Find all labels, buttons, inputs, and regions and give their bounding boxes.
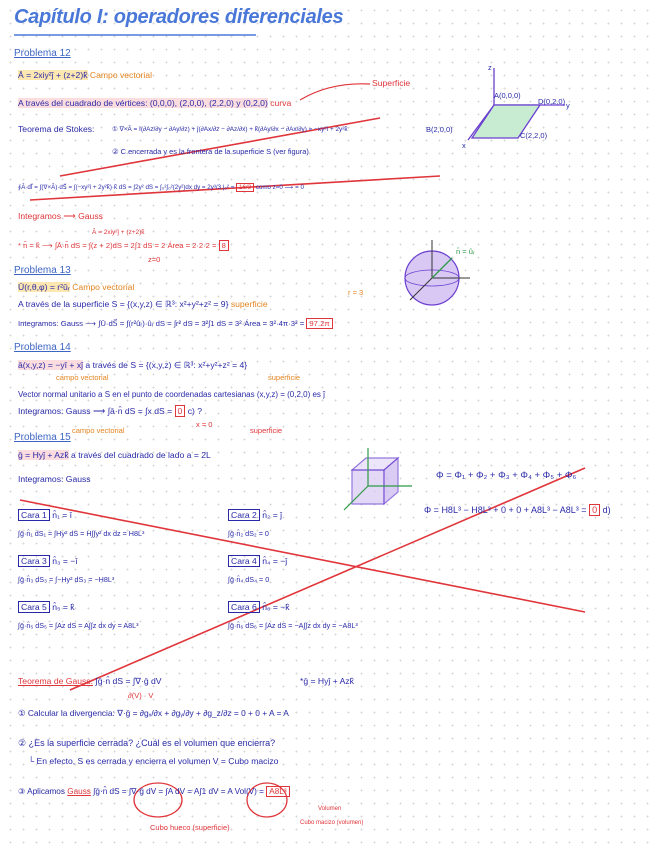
face-2-name: Cara 2	[228, 509, 260, 521]
step-1: ① Calcular la divergencia: ∇·ḡ = ∂gₓ/∂x + ∂gᵧ/∂y + ∂g_z/∂z = 0 + 0 + A = A	[18, 708, 289, 718]
step-3-result: A8L³	[266, 786, 289, 797]
fig-point-d: D(0,2,0)	[538, 97, 566, 106]
note-solid: Cubo macizo (volumen)	[300, 820, 364, 826]
fig-point-a: A(0,0,0)	[494, 91, 521, 100]
face-6-normal: n̂₆ = −k̂	[262, 602, 290, 612]
gauss-theorem-label: Teorema de Gauss:	[18, 676, 93, 686]
p12-calc-row	[18, 182, 304, 193]
p15-note-field: campo vectorial	[72, 426, 125, 435]
p12-field: Ā = 2xiy²ĵ + (z+2)k̂	[18, 70, 88, 80]
face-4-normal: n̂₄ = −ĵ	[262, 556, 288, 566]
p12-statement: A través del cuadrado de vértices: (0,0,0), (2,0,0), (2,2,0) y (0,2,0)	[18, 98, 268, 108]
p14-sub: x = 0	[196, 420, 213, 429]
fig-point-c: C(2,2,0)	[520, 131, 548, 140]
p14-integrate: Integramos: Gauss ⟶ ∫ā·n̂ dS = ∫x dS =	[18, 406, 173, 416]
p15-flux-row	[424, 505, 611, 516]
p14-result: 0	[175, 405, 186, 417]
p14-statement: a través de S = {(x,y,z) ∈ ℝ³: x²+y²+z² = 4}	[85, 360, 248, 370]
p12-gauss-row	[18, 240, 229, 251]
p12-statement-tail: curva	[270, 98, 292, 108]
p14-field-row	[18, 360, 247, 371]
step-3: ∫ḡ·n̂ dS = ∫∇·ḡ dV = ∫A dV = A∫1 dV = A Vol(V) =	[93, 787, 264, 796]
face-1-calc: ∫ḡ·n̂₁ dS₁ = ∫Hy² dS = H∫∫y² dx dz = H8L³	[18, 529, 145, 538]
face-6-calc: ∫ḡ·n̂₆ dS₆ = ∫Az dS = −A∫∫z dx dy = −A8L³	[228, 621, 358, 630]
gauss-theorem: ∫ḡ·n̂ dS = ∫∇·ḡ dV	[95, 676, 162, 686]
faces-strike-line-2	[70, 468, 585, 690]
p14-note-surface: superficie	[268, 373, 301, 382]
p13-r-note: r = 3	[348, 288, 364, 297]
gauss-theorem-sub: ∂(V) · V	[128, 691, 154, 700]
face-6	[228, 602, 290, 613]
p12-field-row	[18, 70, 152, 81]
problem-13-label: Problema 13	[14, 265, 71, 276]
p13-statement-row	[18, 299, 268, 310]
p14-field: ā(x,y,z) = −yî + xĵ	[18, 360, 84, 370]
problem-14-label: Problema 14	[14, 342, 71, 353]
p12-calc: ∮Ā·dl⃗ = ∫(∇×Ā)·dS⃗ = ∫(−xy²î + 2y²k̂)·k̂ dS = ∫2y² dS = ∫₀²∫₀²(2y²)dx dy = 2y³/3 |₀² =	[18, 184, 235, 191]
face-5	[18, 602, 75, 613]
face-4	[228, 556, 287, 567]
p13-statement-tail: superficie	[230, 299, 268, 309]
p12-result: 16/3	[236, 183, 254, 192]
p12-statement-row	[18, 98, 291, 109]
problem-15-label: Problema 15	[14, 432, 71, 443]
p12-gauss-sub: z=0	[148, 255, 161, 264]
face-4-calc: ∫ḡ·n̂₄ dS₄ = 0	[228, 575, 270, 584]
p15-flux-val: Φ = H8L³ − H8L³ + 0 + 0 + A8L³ − A8L³ =	[424, 505, 587, 515]
p13-statement: A través de la superficie S = {(x,y,z) ∈ ℝ³: x²+y²+z² = 9}	[18, 299, 229, 309]
face-5-normal: n̂₅ = k̂	[52, 602, 75, 612]
p12-calc-tail: como z=0 ⟶ = 0	[255, 184, 304, 191]
p15-field-tail: a través del cuadrado de lado a = 2L	[71, 450, 211, 460]
p12-gauss: Integramos ⟶ Gauss	[18, 211, 103, 221]
p14-tail: c) ?	[187, 406, 203, 416]
p13-field: Ū(r,θ,φ) = r²ûᵣ	[18, 282, 70, 292]
note-hollow: Cubo hueco (superficie)	[150, 823, 230, 832]
p12-gauss-result: 8	[219, 240, 229, 251]
face-3-calc: ∫ḡ·n̂₃ dS₃ = ∫−Hy² dS₃ = −H8L³	[18, 575, 115, 584]
face-3-normal: n̂₃ = −î	[52, 556, 78, 566]
face-1-name: Cara 1	[18, 509, 50, 521]
face-5-name: Cara 5	[18, 601, 50, 613]
face-1-normal: n̂₁ = î	[52, 510, 73, 520]
step-3-gauss: Gauss	[67, 787, 91, 796]
p15-note-surface: superficie	[250, 426, 283, 435]
p15-field: ḡ = Hyĵ + Azk̂	[18, 450, 69, 460]
fig-axis-x: x	[462, 141, 466, 150]
page-title: Capítulo I: operadores diferenciales	[14, 6, 344, 28]
p15-field-row	[18, 450, 211, 461]
g-again: *ḡ = Hyĵ + Azk̂	[300, 676, 354, 686]
face-4-name: Cara 4	[228, 555, 260, 567]
surface-arrow	[300, 84, 370, 100]
p12-stokes-label: Teorema de Stokes:	[18, 124, 95, 134]
face-6-name: Cara 6	[228, 601, 260, 613]
fig-axis-y: y	[566, 101, 570, 110]
p12-gauss-eq: * n̂ = k̂ ⟶ ∫Ā·n̂ dS = ∫(z + 2)dS = 2∫1 dS = 2 Área = 2·2·2 =	[18, 241, 217, 250]
p15-gauss: Integramos: Gauss	[18, 474, 91, 484]
p12-stokes-1: ① ∇×Ā = î(∂Az/∂y − ∂Ay/∂z) + ĵ(∂Ax/∂z − ∂Az/∂x) + k̂(∂Ay/∂x − ∂Ax/∂y) = −xy²î + 2y²k̂	[112, 126, 348, 133]
face-2-normal: n̂₂ = ĵ	[262, 510, 283, 520]
faces-strike-line-1	[20, 500, 585, 612]
face-3	[18, 556, 78, 567]
p14-integrate-row	[18, 406, 202, 417]
face-2-calc: ∫ḡ·n̂₂ dS₂ = 0	[228, 529, 269, 538]
face-1	[18, 510, 72, 521]
step-3-row	[18, 786, 290, 797]
face-5-calc: ∫ḡ·n̂₅ dS₅ = ∫Az dS = A∫∫z dx dy = A8L³	[18, 621, 139, 630]
face-2	[228, 510, 282, 521]
gauss-theorem-row	[18, 676, 162, 687]
p12-surface-note: Superficie	[372, 78, 411, 88]
fig-axis-z: z	[488, 63, 492, 72]
p13-result: 97.2π	[306, 318, 332, 329]
p14-note-field: campo vectorial	[56, 373, 109, 382]
cube-figure	[344, 448, 412, 510]
p13-fig-label: n̂ = ûᵣ	[456, 247, 475, 256]
p13-integrate-row	[18, 318, 333, 329]
p13-integrate: Integramos: Gauss ⟶ ∫Ū·dS⃗ = ∫(r²ûᵣ)·ûᵣ dS = ∫r² dS = 3²∫1 dS = 3²·Área = 3²·4π·3² =	[18, 319, 305, 328]
p14-normal: Vector normal unitario a S en el punto de coordenadas cartesianas (x,y,z) = (0,2,0) es ĵ	[18, 390, 325, 399]
p15-flux-tail: d)	[602, 505, 611, 515]
p13-field-row	[18, 282, 134, 293]
step-3-label: ③ Aplicamos	[18, 787, 65, 796]
p12-gauss-eq-top: Ā = 2xiy²ĵ + (z+2)k̂	[92, 229, 145, 236]
p12-stokes-2: ② C encerrada y es la frontera de la superficie S (ver figura)	[112, 147, 309, 156]
p13-field-note: Campo vectorial	[72, 282, 135, 292]
face-3-name: Cara 3	[18, 555, 50, 567]
p15-flux-result: 0	[589, 504, 600, 516]
p15-flux-sum: Φ = Φ₁ + Φ₂ + Φ₃ + Φ₄ + Φ₅ + Φ₆	[436, 470, 577, 481]
fig-point-b: B(2,0,0)	[426, 125, 453, 134]
note-volume: Volumen	[318, 806, 342, 812]
p12-field-note: Campo vectorial	[89, 70, 152, 80]
step-2: ② ¿Es la superficie cerrada? ¿Cuál es el volumen que encierra?	[18, 738, 276, 748]
step-2-answer: └ En efecto, S es cerrada y encierra el volumen V = Cubo macizo	[28, 756, 279, 766]
problem-12-label: Problema 12	[14, 48, 71, 59]
